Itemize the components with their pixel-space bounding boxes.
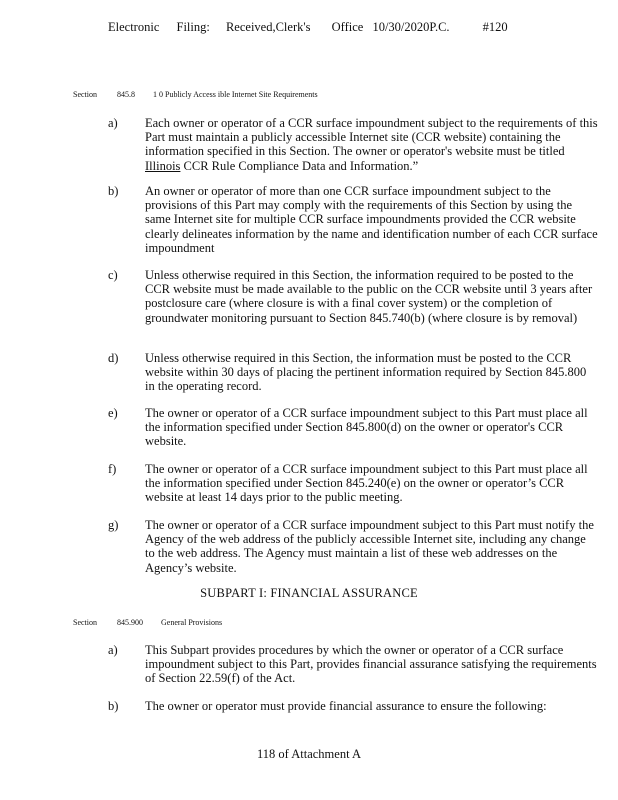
paragraph-text: The owner or operator of a CCR surface impoundment subject to this Part must notify the Agency of the web address of the publicly accessible Internet site, including any change to the web address. The Agency must maintain a list of these web addresses on the Agency’s website. [145, 518, 594, 575]
paragraph-text: Unless otherwise required in this Section, the information must be posted to the CCR website within 30 days of placing the pertinent information required by Section 845.800 in the operating record. [145, 351, 587, 394]
paragraph-text-part: Each owner or operator of a CCR surface impoundment subject to the requirements of this Part must maintain a publicly accessible Internet site (CCR website) containing the information specified in this Section. The owner or operator's website must be titled [145, 116, 598, 159]
filing-header [108, 20, 508, 35]
paragraph-text-part: CCR Rule Compliance Data and Information.” [180, 158, 419, 173]
page-footer: 118 of Attachment A [256, 747, 362, 761]
paragraph-text: The owner or operator must provide financial assurance to ensure the following: [145, 699, 547, 713]
paragraph-a [108, 116, 598, 173]
header-received: Received,Clerk's [225, 20, 311, 34]
paragraph-text: The owner or operator of a CCR surface impoundment subject to this Part must place all the information specified under Section 845.800(d) on the owner or operator's CCR website. [145, 406, 588, 449]
paragraph-f [108, 462, 598, 505]
paragraph-text: An owner or operator of more than one CCR surface impoundment subject to the provisions of this Part may comply with the requirements of this Section by using the same Internet site for multiple CCR surface impoundments provided the CCR website clearly delineates information by the name and identification number of each CCR surface impoundment [145, 184, 598, 255]
paragraph-text: Unless otherwise required in this Section, the information required to be posted to the CCR website must be made available to the public on the CCR website until 3 years after postclosure care (where closure is with a final cover system) or the completion of groundwater monitoring pursuant to Section 845.740(b) (where closure is by removal) [145, 268, 593, 325]
section-heading-845-810 [73, 90, 318, 99]
header-date: 10/30/2020P.C. [372, 20, 450, 34]
paragraph-e [108, 406, 598, 449]
paragraph-letter: b) [108, 699, 119, 713]
paragraph-c [108, 268, 598, 325]
paragraph-letter: g) [108, 518, 119, 532]
section-number: 845.900 [117, 618, 143, 627]
header-doc-number: #120 [482, 20, 508, 34]
paragraph-text: This Subpart provides procedures by which the owner or operator of a CCR surface impoundment subject to this Part, provides financial assurance satisfying the requirements of Section 22.59(f) of the Act. [145, 643, 597, 686]
section-title: General Provisions [161, 618, 223, 627]
paragraph-text [145, 116, 598, 173]
paragraph-g [108, 518, 598, 575]
paragraph-letter: d) [108, 351, 119, 365]
paragraph-letter: b) [108, 184, 119, 198]
paragraph-letter: f) [108, 462, 117, 476]
section-label: Section [73, 90, 97, 99]
underlined-text: Illinois [145, 158, 181, 173]
paragraph-d [108, 351, 598, 394]
header-filing: Filing: [176, 20, 210, 34]
section-number: 845.8 [117, 90, 135, 99]
section-heading-845-900 [73, 618, 222, 627]
header-electronic: Electronic [108, 20, 160, 34]
header-office: Office [331, 20, 364, 34]
section-title: 1 0 Publicly Access ible Internet Site Requirements [153, 90, 318, 99]
paragraph-900-a [108, 643, 598, 686]
section-label: Section [73, 618, 97, 627]
subpart-heading: SUBPART I: FINANCIAL ASSURANCE [200, 586, 418, 600]
paragraph-text: The owner or operator of a CCR surface impoundment subject to this Part must place all the information specified under Section 845.240(e) on the owner or operator’s CCR website at least 14 days prior to the public meeting. [145, 462, 588, 505]
paragraph-letter: a) [108, 643, 118, 657]
paragraph-b [108, 184, 598, 255]
paragraph-letter: c) [108, 268, 118, 282]
paragraph-900-b [108, 699, 598, 713]
paragraph-letter: e) [108, 406, 118, 420]
paragraph-letter: a) [108, 116, 118, 130]
